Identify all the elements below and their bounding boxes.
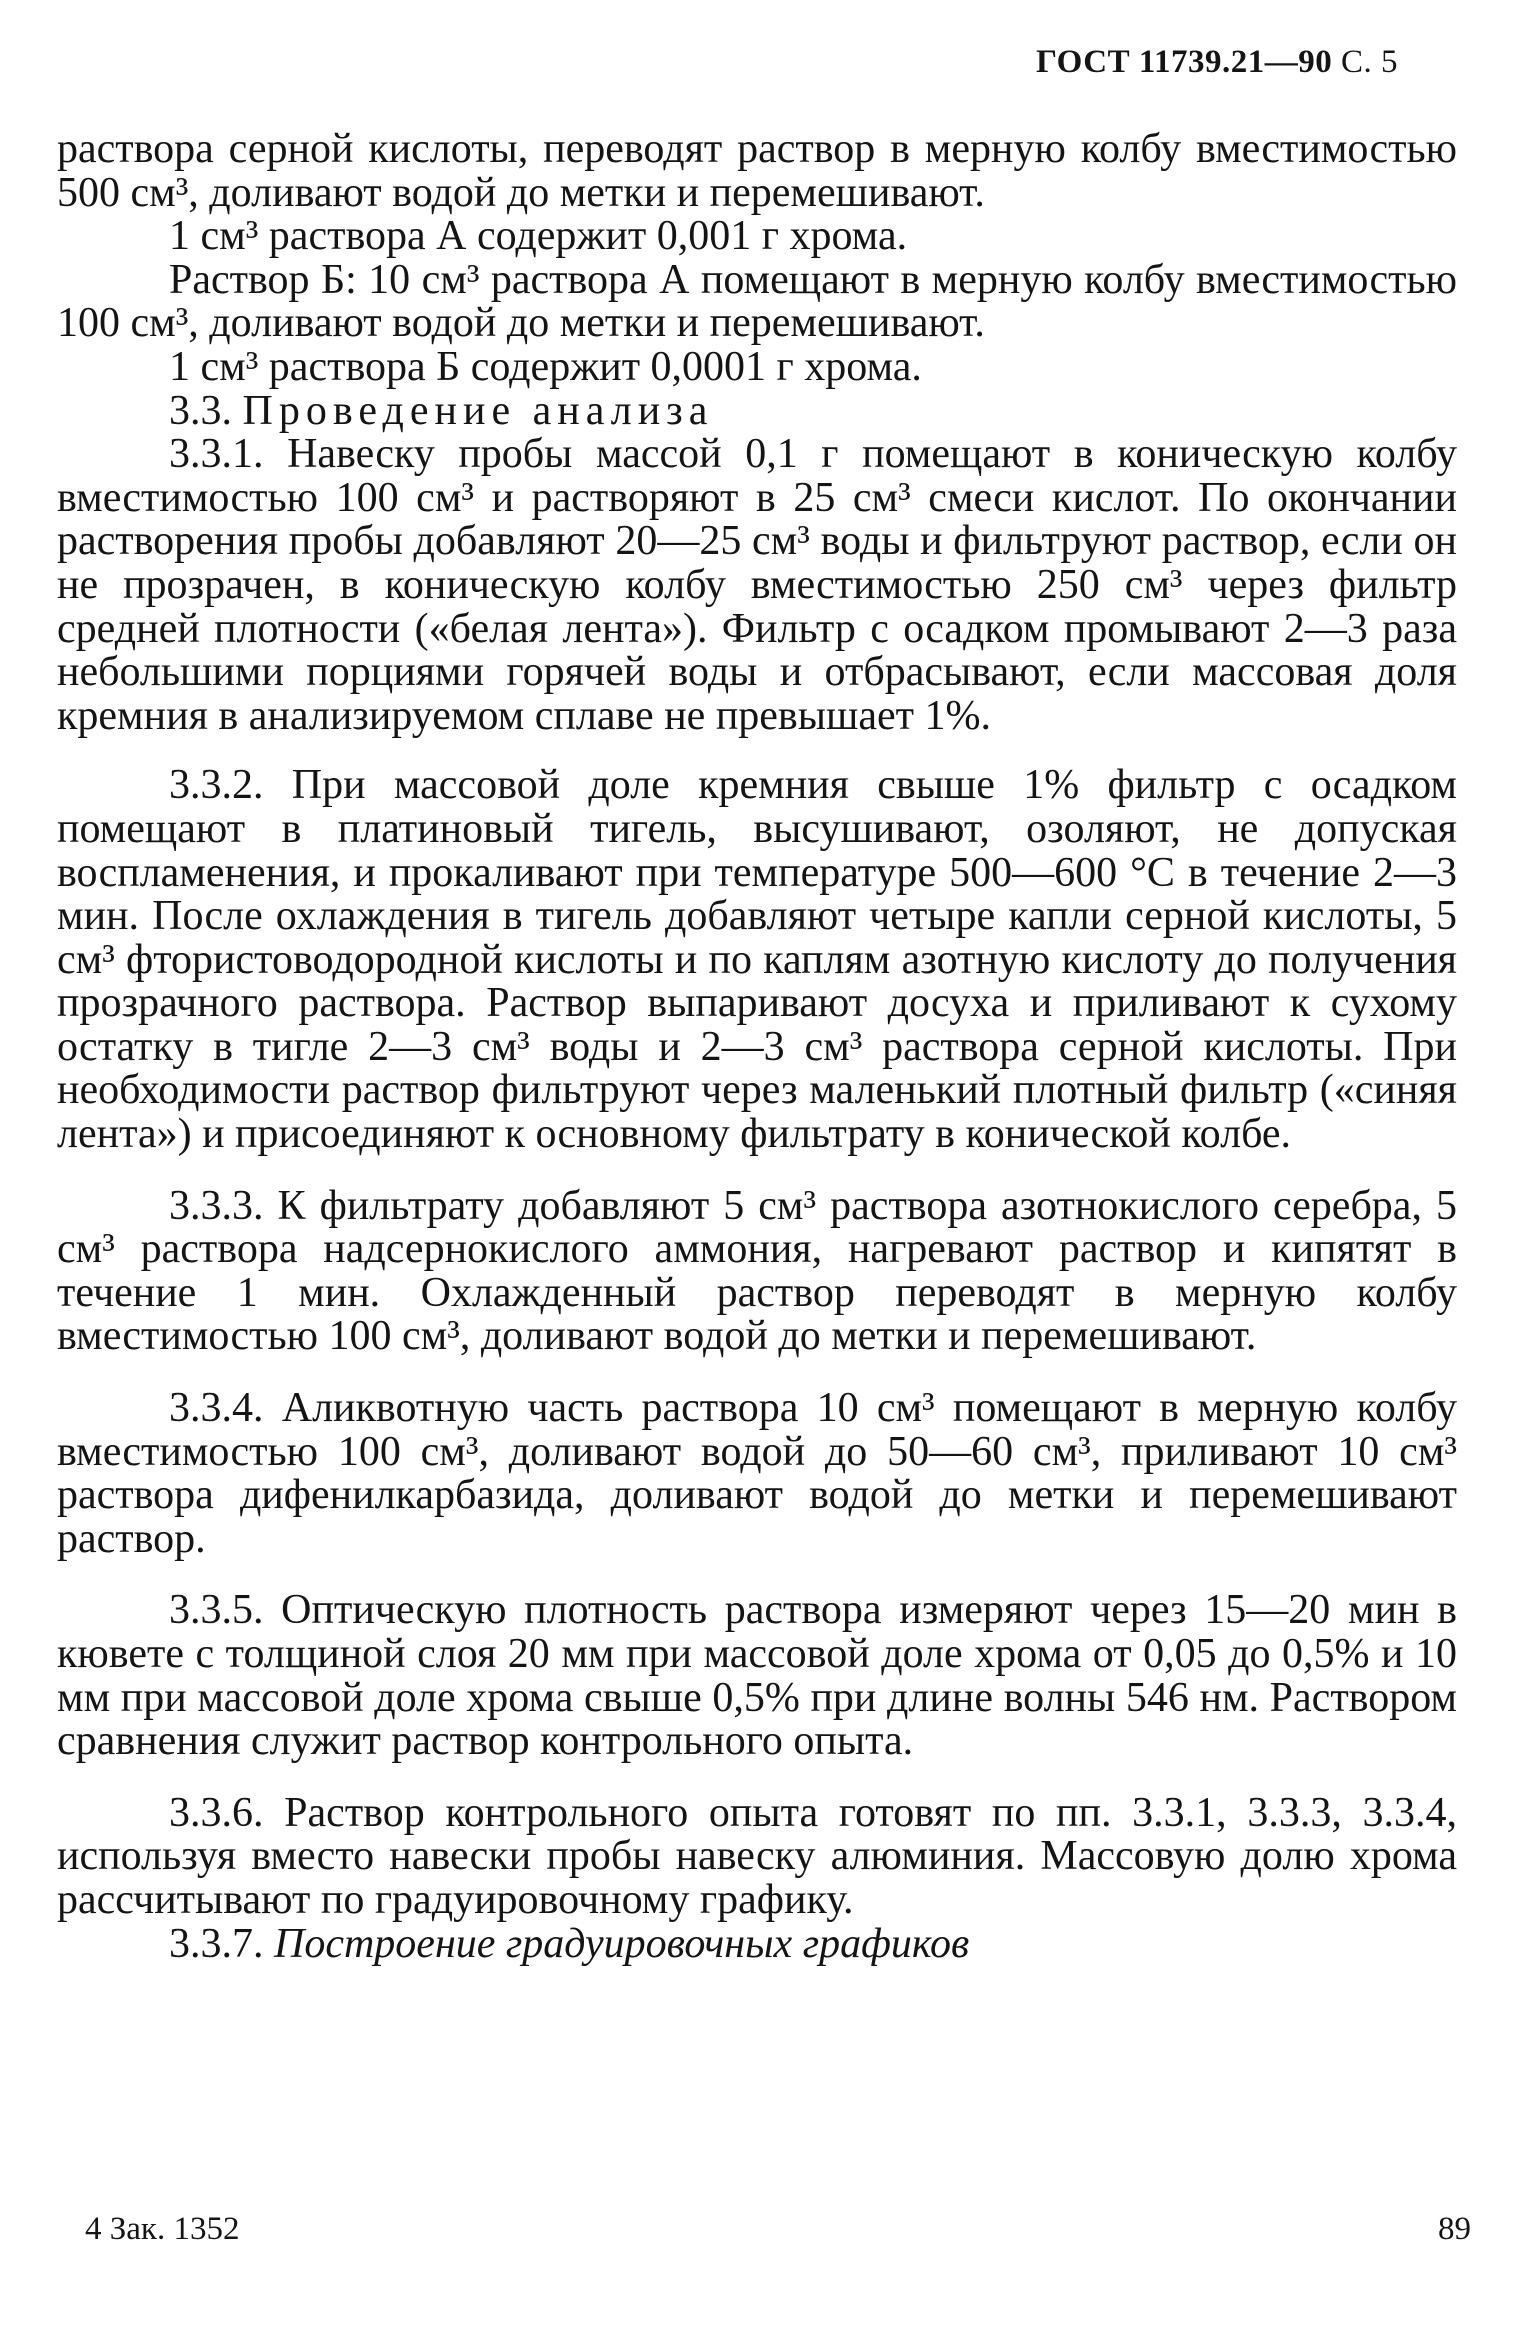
section-title: Проведение анализа <box>242 387 714 434</box>
standard-number: ГОСТ 11739.21—90 <box>1036 44 1333 80</box>
section-number: 3.3.7. <box>169 1920 264 1967</box>
section-heading-analysis <box>57 387 1457 434</box>
paragraph-3-3-4: 3.3.4. Аликвотную часть раствора 10 см³ помещают в мерную колбу вместимостью 100 см³, доливают водой до 50—60 см³, приливают 10 см³ раствора дифенилкарбазида, доливают водой до метки и перемешивают раствор. <box>57 1385 1457 1562</box>
paragraph-3-3-1: 3.3.1. Навеску пробы массой 0,1 г помещают в коническую колбу вместимостью 100 см³ и растворяют в 25 см³ смеси кислот. По окончании растворения пробы добавляют 20—25 см³ воды и фильтруют раствор, если он не прозрачен, в коническую колбу вместимостью 250 см³ через фильтр средней плотности («белая лента»). Фильтр с осадком промывают 2—3 раза небольшими порциями горячей воды и отбрасывают, если массовая доля кремния в анализируемом сплаве не превышает 1%. <box>57 431 1457 739</box>
section-number: 3.3. <box>169 387 232 434</box>
page-header <box>1036 44 1398 81</box>
paragraph-continuation: раствора серной кислоты, переводят раствор в мерную колбу вместимостью 500 см³, доливают водой до метки и перемешивают. <box>57 126 1457 216</box>
footer-page-number: 89 <box>1438 2211 1471 2247</box>
paragraph-3-3-6: 3.3.6. Раствор контрольного опыта готовят по пп. 3.3.1, 3.3.3, 3.3.4, используя вместо навески пробы навеску алюминия. Массовую долю хрома рассчитывают по градуировочному графику. <box>57 1789 1457 1923</box>
paragraph-solution-a-content: 1 см³ раствора А содержит 0,001 г хрома. <box>169 213 908 260</box>
paragraph-solution-b-content: 1 см³ раствора Б содержит 0,0001 г хрома. <box>169 343 922 390</box>
paragraph-3-3-3: 3.3.3. К фильтрату добавляют 5 см³ раствора азотнокислого серебра, 5 см³ раствора надсернокислого аммония, нагревают раствор и кипятят в течение 1 мин. Охлажденный раствор переводят в мерную колбу вместимостью 100 см³, доливают водой до метки и перемешивают. <box>57 1182 1457 1360</box>
paragraph-solution-b: Раствор Б: 10 см³ раствора А помещают в мерную колбу вместимостью 100 см³, доливают водой до метки и перемешивают. <box>57 256 1457 347</box>
paragraph-3-3-2: 3.3.2. При массовой доле кремния свыше 1% фильтр с осадком помещают в платиновый тигель, высушивают, озоляют, не допуская воспламенения, и прокаливают при температуре 500—600 °С в течение 2—3 мин. После охлаждения в тигель добавляют четыре капли серной кислоты, 5 см³ фтористоводородной кислоты и по каплям азотную кислоту до получения прозрачного раствора. Раствор выпаривают досуха и приливают к сухому остатку в тигле 2—3 см³ воды и 2—3 см³ раствора серной кислоты. При необходимости раствор фильтруют через маленький плотный фильтр («синяя лента») и присоединяют к основному фильтрату в конической колбе. <box>57 762 1457 1158</box>
section-heading-calibration <box>57 1920 1457 1967</box>
footer-order-number: 4 Зак. 1352 <box>85 2211 240 2247</box>
page-label: С. 5 <box>1341 44 1399 80</box>
section-title: Построение градуировочных графиков <box>274 1920 970 1967</box>
document-body <box>57 128 1457 1966</box>
paragraph-3-3-5: 3.3.5. Оптическую плотность раствора измеряют через 15—20 мин в кювете с толщиной слоя 20 мм при массовой доле хрома от 0,05 до 0,5% и 10 мм при массовой доле хрома свыше 0,5% при длине волны 546 нм. Раствором сравнения служит раствор контрольного опыта. <box>57 1587 1457 1765</box>
